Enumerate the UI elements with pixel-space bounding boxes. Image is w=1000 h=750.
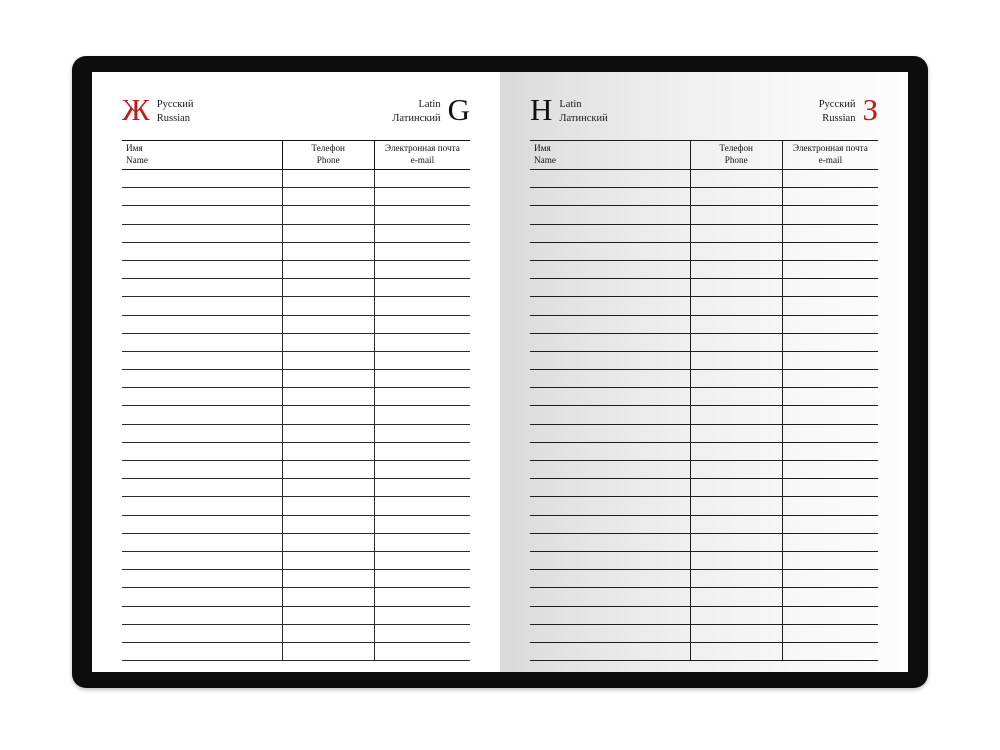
table-row[interactable] <box>530 188 878 206</box>
table-row[interactable] <box>530 570 878 588</box>
lang-label-ru-native: Русский <box>156 99 194 110</box>
cell-name[interactable] <box>530 570 690 588</box>
table-row[interactable] <box>530 333 878 351</box>
cell-name[interactable] <box>530 170 690 188</box>
table-row[interactable] <box>122 515 470 533</box>
cell-name[interactable] <box>530 606 690 624</box>
right-page-index-latin <box>530 94 608 126</box>
cell-name[interactable] <box>530 315 690 333</box>
left-page-header <box>122 94 470 138</box>
cell-phone[interactable] <box>282 515 374 533</box>
cell-email[interactable] <box>782 260 878 278</box>
cell-email[interactable] <box>782 242 878 260</box>
cell-email[interactable] <box>782 533 878 551</box>
cell-name[interactable] <box>530 588 690 606</box>
cell-email[interactable] <box>782 224 878 242</box>
cell-name[interactable] <box>122 588 282 606</box>
column-header-phone <box>282 141 374 170</box>
cell-email[interactable] <box>374 170 470 188</box>
cell-name[interactable] <box>530 351 690 369</box>
cell-name[interactable] <box>530 333 690 351</box>
cell-name[interactable] <box>530 370 690 388</box>
cell-name[interactable] <box>530 551 690 569</box>
index-letter-russian: Ж <box>122 92 150 127</box>
table-row[interactable] <box>122 351 470 369</box>
cell-phone[interactable] <box>282 551 374 569</box>
cell-phone[interactable] <box>690 351 782 369</box>
cell-email[interactable] <box>782 624 878 642</box>
table-row[interactable] <box>530 424 878 442</box>
cell-phone[interactable] <box>690 424 782 442</box>
cell-phone[interactable] <box>690 588 782 606</box>
right-page-entry-rows <box>530 170 878 661</box>
cell-email[interactable] <box>782 588 878 606</box>
cell-email[interactable] <box>374 406 470 424</box>
cell-phone[interactable] <box>282 297 374 315</box>
table-row[interactable] <box>530 606 878 624</box>
cell-name[interactable] <box>122 406 282 424</box>
cell-phone[interactable] <box>690 551 782 569</box>
table-row[interactable] <box>530 224 878 242</box>
cell-email[interactable] <box>782 370 878 388</box>
cell-email[interactable] <box>782 570 878 588</box>
cell-phone[interactable] <box>690 442 782 460</box>
cell-name[interactable] <box>530 624 690 642</box>
cell-phone[interactable] <box>690 206 782 224</box>
cell-email[interactable] <box>374 242 470 260</box>
cell-name[interactable] <box>122 370 282 388</box>
column-header-name-ru: Имя <box>126 143 143 153</box>
left-page-index-russian <box>122 94 194 126</box>
cell-name[interactable] <box>122 461 282 479</box>
cell-email[interactable] <box>782 315 878 333</box>
table-row[interactable] <box>530 461 878 479</box>
cell-email[interactable] <box>782 606 878 624</box>
cell-name[interactable] <box>530 515 690 533</box>
cell-name[interactable] <box>530 442 690 460</box>
cell-phone[interactable] <box>282 406 374 424</box>
cell-phone[interactable] <box>282 260 374 278</box>
cell-email[interactable] <box>374 206 470 224</box>
column-header-email-ru: Электронная почта <box>793 143 868 153</box>
cell-email[interactable] <box>782 497 878 515</box>
cell-email[interactable] <box>782 424 878 442</box>
cell-email[interactable] <box>374 388 470 406</box>
lang-label-latin-russian: Латинский <box>392 112 441 124</box>
cell-name[interactable] <box>122 206 282 224</box>
column-header-phone-ru: Телефон <box>311 143 345 153</box>
cell-phone[interactable] <box>282 242 374 260</box>
cell-name[interactable] <box>530 206 690 224</box>
lang-label-latin-english: Latin <box>418 99 441 110</box>
cell-phone[interactable] <box>282 533 374 551</box>
column-header-name-ru: Имя <box>534 143 551 153</box>
cell-email[interactable] <box>782 442 878 460</box>
right-page-lang-latin <box>552 94 607 126</box>
cell-email[interactable] <box>374 370 470 388</box>
left-page <box>92 72 500 672</box>
cell-name[interactable] <box>122 424 282 442</box>
table-row[interactable] <box>122 260 470 278</box>
table-row[interactable] <box>122 188 470 206</box>
left-page-lang-latin <box>392 94 447 126</box>
cell-email[interactable] <box>374 351 470 369</box>
column-header-phone-en: Phone <box>316 154 340 165</box>
table-row[interactable] <box>122 570 470 588</box>
cell-email[interactable] <box>782 188 878 206</box>
cell-phone[interactable] <box>690 624 782 642</box>
column-header-phone <box>690 141 782 170</box>
table-row[interactable] <box>122 297 470 315</box>
cell-email[interactable] <box>782 351 878 369</box>
table-row[interactable] <box>122 497 470 515</box>
cell-phone[interactable] <box>690 606 782 624</box>
cell-name[interactable] <box>122 260 282 278</box>
table-row[interactable] <box>122 224 470 242</box>
table-row[interactable] <box>530 479 878 497</box>
cell-email[interactable] <box>782 279 878 297</box>
table-row[interactable] <box>122 170 470 188</box>
cell-phone[interactable] <box>690 533 782 551</box>
table-row[interactable] <box>530 624 878 642</box>
table-row[interactable] <box>530 442 878 460</box>
cell-email[interactable] <box>374 606 470 624</box>
cell-email[interactable] <box>782 333 878 351</box>
left-page-entry-rows <box>122 170 470 661</box>
cell-phone[interactable] <box>690 370 782 388</box>
table-row[interactable] <box>530 206 878 224</box>
cell-name[interactable] <box>530 224 690 242</box>
table-row[interactable] <box>530 242 878 260</box>
right-page-lang-russian <box>819 94 863 126</box>
cell-email[interactable] <box>782 461 878 479</box>
cell-name[interactable] <box>122 606 282 624</box>
cell-email[interactable] <box>374 424 470 442</box>
table-header-row <box>530 141 878 170</box>
table-row[interactable] <box>530 297 878 315</box>
table-row[interactable] <box>530 388 878 406</box>
table-row[interactable] <box>122 406 470 424</box>
cell-email[interactable] <box>374 624 470 642</box>
cell-email[interactable] <box>374 188 470 206</box>
cell-name[interactable] <box>122 333 282 351</box>
table-row[interactable] <box>122 370 470 388</box>
table-row[interactable] <box>122 551 470 569</box>
index-letter-russian: З <box>862 92 878 127</box>
table-row[interactable] <box>530 406 878 424</box>
cell-name[interactable] <box>122 533 282 551</box>
cell-phone[interactable] <box>282 424 374 442</box>
lang-label-latin-russian: Латинский <box>559 112 608 124</box>
table-row[interactable] <box>122 461 470 479</box>
cell-phone[interactable] <box>282 279 374 297</box>
cell-phone[interactable] <box>690 224 782 242</box>
table-row[interactable] <box>122 206 470 224</box>
cell-phone[interactable] <box>282 333 374 351</box>
cell-name[interactable] <box>530 461 690 479</box>
cell-name[interactable] <box>530 533 690 551</box>
table-row[interactable] <box>122 442 470 460</box>
table-row[interactable] <box>122 588 470 606</box>
cell-email[interactable] <box>374 497 470 515</box>
right-page-index-russian <box>819 94 878 126</box>
column-header-email <box>374 141 470 170</box>
cell-name[interactable] <box>122 170 282 188</box>
right-page-header <box>530 94 878 138</box>
cell-phone[interactable] <box>282 442 374 460</box>
cell-name[interactable] <box>530 642 690 660</box>
cell-phone[interactable] <box>690 461 782 479</box>
column-header-email-ru: Электронная почта <box>385 143 460 153</box>
cell-name[interactable] <box>122 279 282 297</box>
cell-phone[interactable] <box>282 479 374 497</box>
column-header-phone-ru: Телефон <box>719 143 753 153</box>
cell-email[interactable] <box>374 260 470 278</box>
cell-phone[interactable] <box>690 188 782 206</box>
cell-name[interactable] <box>122 551 282 569</box>
table-header-row <box>122 141 470 170</box>
cell-phone[interactable] <box>690 388 782 406</box>
cell-phone[interactable] <box>282 388 374 406</box>
column-header-name <box>122 141 282 170</box>
table-row[interactable] <box>530 497 878 515</box>
table-row[interactable] <box>530 370 878 388</box>
cell-name[interactable] <box>122 315 282 333</box>
cell-name[interactable] <box>530 188 690 206</box>
table-row[interactable] <box>530 642 878 660</box>
cell-phone[interactable] <box>282 588 374 606</box>
cell-email[interactable] <box>374 533 470 551</box>
left-page-lang-russian <box>150 94 194 126</box>
cell-name[interactable] <box>530 497 690 515</box>
cell-email[interactable] <box>782 515 878 533</box>
cell-email[interactable] <box>782 479 878 497</box>
column-header-email-en: e-mail <box>410 154 435 165</box>
table-row[interactable] <box>122 242 470 260</box>
cell-phone[interactable] <box>690 406 782 424</box>
lang-label-latin-english: Latin <box>559 99 582 110</box>
cell-email[interactable] <box>374 515 470 533</box>
cell-email[interactable] <box>374 642 470 660</box>
cell-phone[interactable] <box>282 570 374 588</box>
cell-name[interactable] <box>122 224 282 242</box>
table-row[interactable] <box>530 315 878 333</box>
cell-name[interactable] <box>530 479 690 497</box>
cell-phone[interactable] <box>690 333 782 351</box>
cell-name[interactable] <box>122 351 282 369</box>
cell-phone[interactable] <box>282 624 374 642</box>
cell-name[interactable] <box>530 388 690 406</box>
cell-phone[interactable] <box>690 315 782 333</box>
cell-email[interactable] <box>374 551 470 569</box>
cell-email[interactable] <box>374 279 470 297</box>
cell-name[interactable] <box>122 297 282 315</box>
left-page-index-latin <box>392 94 470 126</box>
cell-phone[interactable] <box>282 224 374 242</box>
table-row[interactable] <box>122 424 470 442</box>
table-row[interactable] <box>530 279 878 297</box>
cell-email[interactable] <box>374 224 470 242</box>
lang-label-ru-english: Russian <box>156 112 191 124</box>
cell-phone[interactable] <box>282 606 374 624</box>
cell-name[interactable] <box>122 497 282 515</box>
cell-email[interactable] <box>782 206 878 224</box>
cell-phone[interactable] <box>282 170 374 188</box>
cell-name[interactable] <box>122 570 282 588</box>
cell-phone[interactable] <box>282 642 374 660</box>
cell-phone[interactable] <box>282 351 374 369</box>
lang-label-ru-native: Русский <box>818 99 856 110</box>
cell-name[interactable] <box>122 642 282 660</box>
cell-phone[interactable] <box>282 461 374 479</box>
cell-email[interactable] <box>782 551 878 569</box>
index-letter-latin: G <box>447 92 470 127</box>
cell-name[interactable] <box>530 297 690 315</box>
table-row[interactable] <box>122 388 470 406</box>
table-row[interactable] <box>122 606 470 624</box>
cell-phone[interactable] <box>690 515 782 533</box>
cell-name[interactable] <box>122 442 282 460</box>
cell-phone[interactable] <box>690 642 782 660</box>
cell-phone[interactable] <box>282 497 374 515</box>
table-row[interactable] <box>530 170 878 188</box>
cell-name[interactable] <box>122 479 282 497</box>
cell-name[interactable] <box>530 424 690 442</box>
cell-phone[interactable] <box>282 315 374 333</box>
cell-phone[interactable] <box>690 242 782 260</box>
cell-email[interactable] <box>782 170 878 188</box>
right-page <box>500 72 908 672</box>
book-spread <box>92 72 908 672</box>
cell-phone[interactable] <box>282 206 374 224</box>
cell-name[interactable] <box>122 515 282 533</box>
cell-name[interactable] <box>530 279 690 297</box>
right-page-entries-table <box>530 140 878 661</box>
cell-phone[interactable] <box>690 260 782 278</box>
table-row[interactable] <box>122 642 470 660</box>
cell-email[interactable] <box>374 588 470 606</box>
cell-phone[interactable] <box>690 497 782 515</box>
cell-phone[interactable] <box>690 170 782 188</box>
left-page-entries-table <box>122 140 470 661</box>
cell-phone[interactable] <box>282 370 374 388</box>
table-row[interactable] <box>122 533 470 551</box>
cell-name[interactable] <box>530 260 690 278</box>
table-row[interactable] <box>530 260 878 278</box>
table-row[interactable] <box>122 479 470 497</box>
cell-email[interactable] <box>374 570 470 588</box>
table-row[interactable] <box>530 588 878 606</box>
cell-name[interactable] <box>530 406 690 424</box>
table-row[interactable] <box>122 624 470 642</box>
column-header-email <box>782 141 878 170</box>
table-row[interactable] <box>530 533 878 551</box>
cell-name[interactable] <box>530 242 690 260</box>
column-header-name-en: Name <box>534 154 556 165</box>
column-header-name-en: Name <box>126 154 148 165</box>
column-header-name <box>530 141 690 170</box>
cell-phone[interactable] <box>690 479 782 497</box>
cell-phone[interactable] <box>690 279 782 297</box>
table-row[interactable] <box>530 351 878 369</box>
column-header-email-en: e-mail <box>818 154 843 165</box>
table-row[interactable] <box>122 315 470 333</box>
cell-name[interactable] <box>122 388 282 406</box>
table-row[interactable] <box>530 515 878 533</box>
cell-phone[interactable] <box>690 297 782 315</box>
cell-email[interactable] <box>782 388 878 406</box>
cell-phone[interactable] <box>690 570 782 588</box>
table-row[interactable] <box>122 333 470 351</box>
table-row[interactable] <box>122 279 470 297</box>
cell-email[interactable] <box>782 297 878 315</box>
cell-email[interactable] <box>374 297 470 315</box>
cell-email[interactable] <box>374 479 470 497</box>
column-header-phone-en: Phone <box>724 154 748 165</box>
cell-email[interactable] <box>782 642 878 660</box>
cell-email[interactable] <box>374 442 470 460</box>
lang-label-ru-english: Russian <box>822 112 856 124</box>
cell-phone[interactable] <box>282 188 374 206</box>
cell-email[interactable] <box>782 406 878 424</box>
cell-email[interactable] <box>374 461 470 479</box>
cell-email[interactable] <box>374 333 470 351</box>
cell-email[interactable] <box>374 315 470 333</box>
index-letter-latin: H <box>530 92 553 127</box>
cell-name[interactable] <box>122 624 282 642</box>
cell-name[interactable] <box>122 242 282 260</box>
table-row[interactable] <box>530 551 878 569</box>
cell-name[interactable] <box>122 188 282 206</box>
